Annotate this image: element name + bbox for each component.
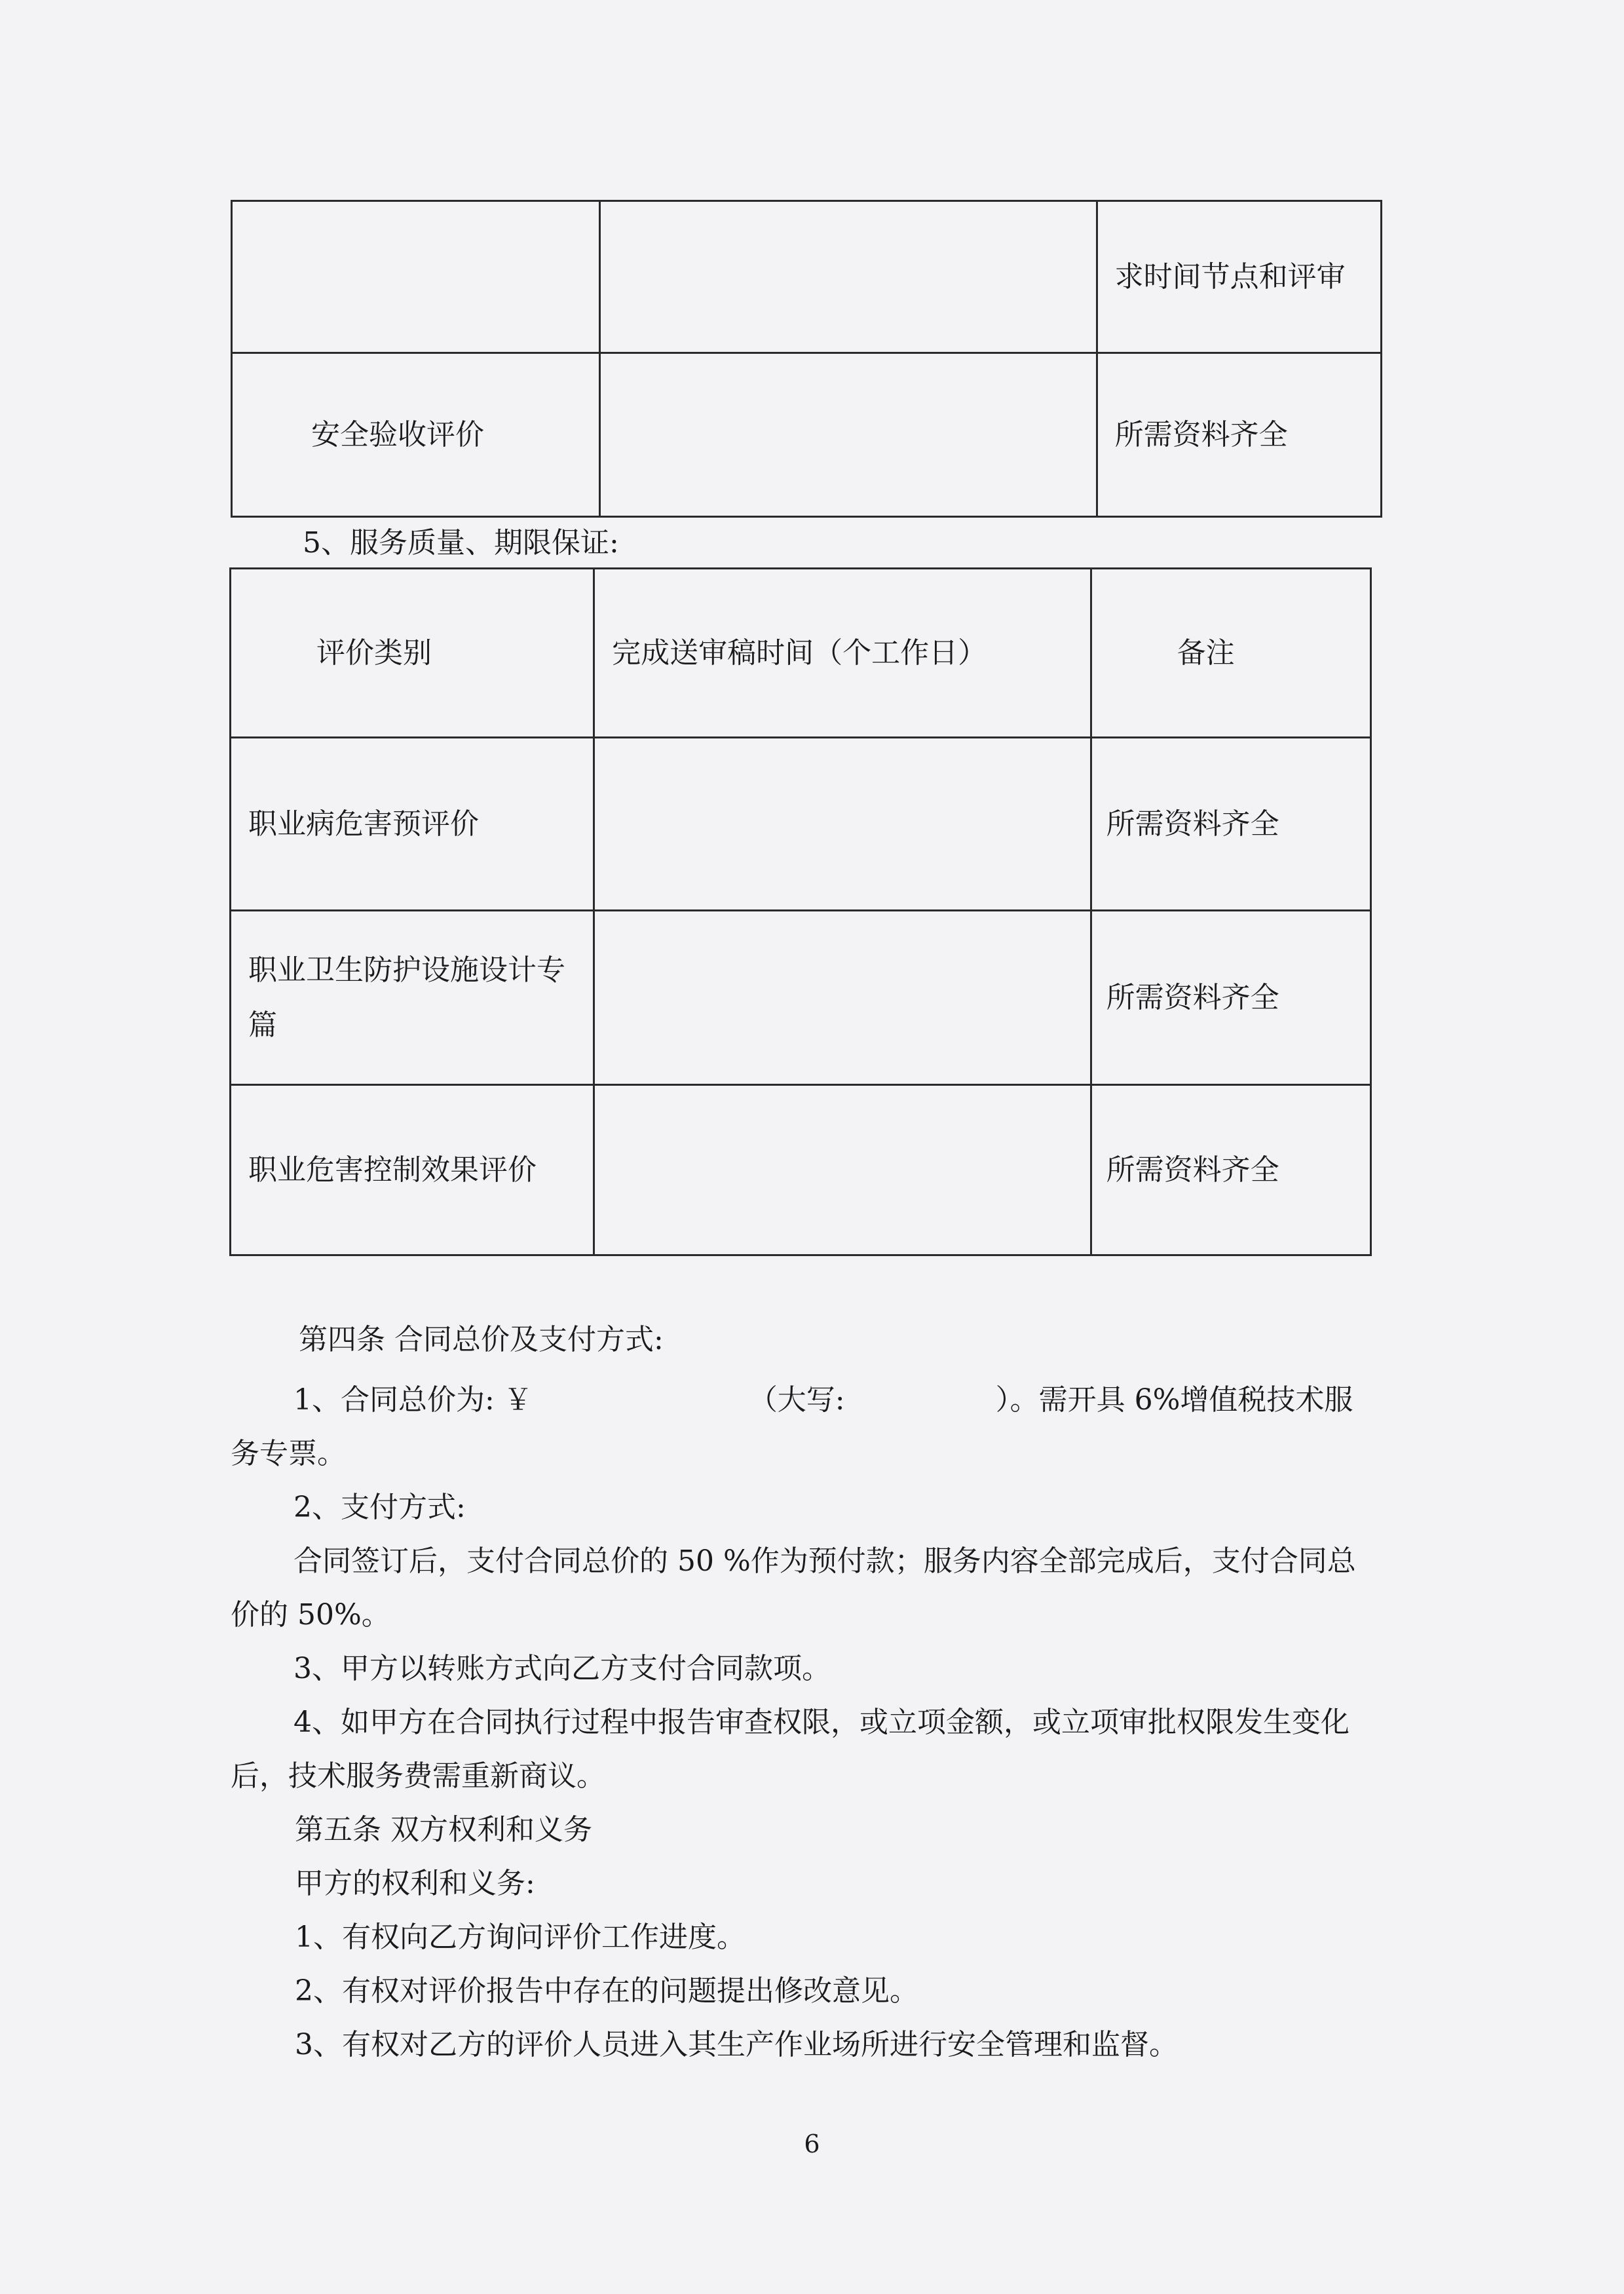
table-row [231, 738, 1371, 911]
amount-in-words-label: （大写: [748, 1383, 845, 1417]
service-quality-table [229, 567, 1372, 1256]
note-cell: 求时间节点和评审 [1097, 201, 1381, 353]
evaluation-table-continued [231, 200, 1382, 518]
table-header-row [231, 569, 1371, 738]
invoice-requirement: ）。需开具 6%增值税技术服务专票。 [231, 1383, 1353, 1470]
party-a-item: 3、有权对乙方的评价人员进入其生产作业场所进行安全管理和监督。 [295, 2028, 1178, 2061]
party-a-item: 2、有权对评价报告中存在的问题提出修改意见。 [295, 1974, 918, 2008]
article-4-item-3: 3、甲方以转账方式向乙方支付合同款项。 [293, 1652, 831, 1685]
column-header: 备注 [1091, 569, 1370, 738]
page-number: 6 [804, 2130, 820, 2158]
time-cell [600, 201, 1097, 353]
time-cell [594, 911, 1091, 1085]
article-4-title: 第四条 合同总价及支付方式: [299, 1323, 664, 1356]
table-row [232, 353, 1382, 517]
party-a-heading: 甲方的权利和义务: [295, 1867, 535, 1900]
party-a-item: 1、有权向乙方询问评价工作进度。 [295, 1921, 746, 1954]
section-heading: 5、服务质量、期限保证: [303, 526, 619, 560]
note-cell: 所需资料齐全 [1097, 353, 1381, 517]
note-cell: 所需资料齐全 [1091, 738, 1370, 911]
time-cell [600, 353, 1097, 517]
time-cell [594, 738, 1091, 911]
time-cell [594, 1085, 1091, 1255]
table-row [231, 911, 1371, 1085]
column-header: 完成送审稿时间（个工作日） [594, 569, 1091, 738]
article-4-payment-detail: 合同签订后，支付合同总价的 50 %作为预付款；服务内容全部完成后，支付合同总价的 50%。 [231, 1544, 1356, 1632]
article-4-item-2: 2、支付方式: [293, 1491, 466, 1524]
total-price-label: 1、合同总价为: ￥ [293, 1383, 533, 1417]
note-cell: 所需资料齐全 [1091, 911, 1370, 1085]
category-cell [232, 201, 600, 353]
article-4-item-4: 4、如甲方在合同执行过程中报告审查权限，或立项金额，或立项审批权限发生变化后，技术服务费需重新商议。 [231, 1706, 1350, 1793]
article-5-title: 第五条 双方权利和义务 [295, 1813, 592, 1846]
table-row [231, 1085, 1371, 1255]
table-row [232, 201, 1382, 353]
article-4-item-1 [231, 1373, 1370, 1481]
category-cell: 职业卫生防护设施设计专篇 [231, 911, 594, 1085]
category-cell: 安全验收评价 [232, 353, 600, 517]
column-header: 评价类别 [231, 569, 594, 738]
category-cell: 职业病危害预评价 [231, 738, 594, 911]
category-cell: 职业危害控制效果评价 [231, 1085, 594, 1255]
note-cell: 所需资料齐全 [1091, 1085, 1370, 1255]
